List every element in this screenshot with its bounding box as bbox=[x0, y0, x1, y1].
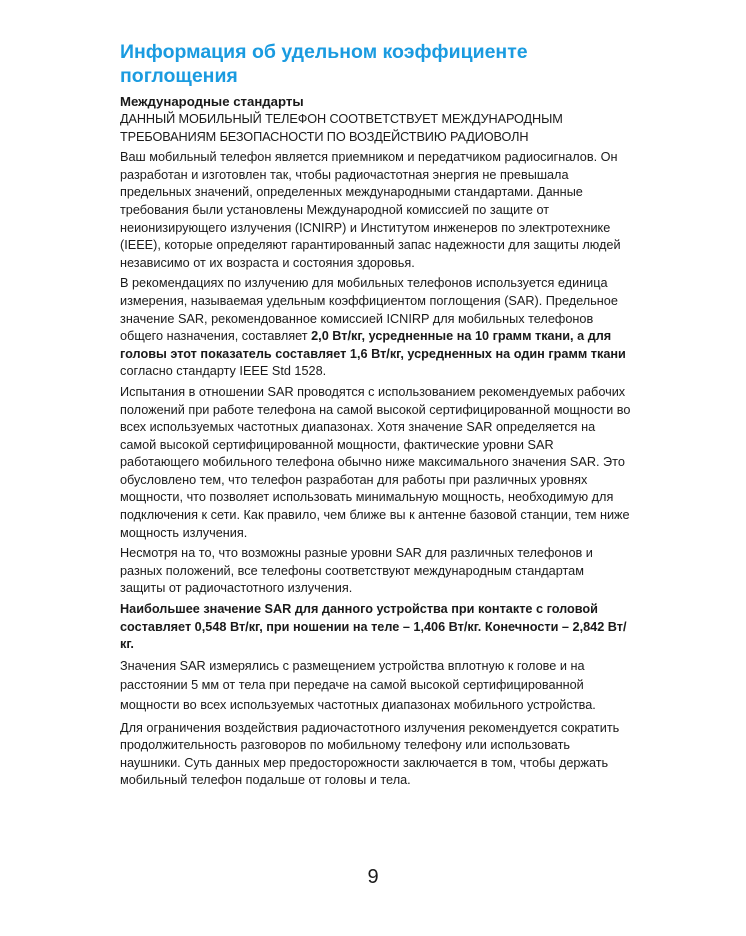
paragraph-sar-limits bbox=[120, 275, 632, 381]
paragraph-precautions: Для ограничения воздействия радиочастотного излучения рекомендуется сократить продолжительность разговоров по мобильному телефону или использовать наушники. Суть данных мер предосторожности заключается в том, чтобы держать мобильный телефон подальше от головы и тела. bbox=[120, 720, 620, 788]
sar-limits-lead: В рекомендациях по излучению для мобильных телефонов используется единица измерения, называемая удельным коэффициентом поглощения (SAR). Предельное значение SAR, рекомендованное комиссией ICNIRP для мобильных телефонов общего назначения, составляет bbox=[120, 276, 618, 344]
paragraph-max-sar: Наибольшее значение SAR для данного устройства при контакте с головой составляет 0,548 Вт/кг, при ношении на теле – 1,406 Вт/кг. Конечности – 2,842 Вт/кг. bbox=[120, 602, 627, 652]
sar-limits-bold: 2,0 Вт/кг, усредненные на 10 грамм ткани, а для головы этот показатель составляет 1,6 Вт/кг, усредненных на один грамм ткани bbox=[120, 329, 626, 361]
paragraph-testing: Испытания в отношении SAR проводятся с использованием рекомендуемых рабочих положений при работе телефона на самой высокой сертифицированной мощности во всех используемых частотных диапазонах. Хотя значение SAR определяется на самой высокой сертифицированной мощности, фактические уровни SAR работающего мобильного телефона обычно ниже максимального значения SAR. Это обусловлено тем, что телефон разработан для работы при различных уровнях мощности, что позволяет использовать минимальную мощность, необходимую для подключения к сети. Как правило, чем ближе вы к антенне базовой станции, тем ниже мощность излучения. bbox=[120, 384, 631, 540]
section-heading: Международные стандарты bbox=[120, 94, 304, 109]
caps-paragraph: ДАННЫЙ МОБИЛЬНЫЙ ТЕЛЕФОН СООТВЕТСТВУЕТ МЕЖДУНАРОДНЫМ ТРЕБОВАНИЯМ БЕЗОПАСНОСТИ ПО ВОЗДЕЙСТВИЮ РАДИОВОЛН bbox=[120, 112, 563, 144]
paragraph-compliance: Несмотря на то, что возможны разные уровни SAR для различных телефонов и разных положений, все телефоны соответствуют международным стандартам защиты от радиочастотного излучения. bbox=[120, 546, 593, 596]
page-number: 9 bbox=[367, 866, 379, 888]
page-title: Информация об удельном коэффициенте поглощения bbox=[120, 41, 528, 87]
paragraph-measurement: Значения SAR измерялись с размещением устройства вплотную к голове и на расстоянии 5 мм от тела при передаче на самой высокой сертифицированной мощности во всех используемых частотных диапазонах мобильного устройства. bbox=[120, 658, 596, 712]
paragraph-intro: Ваш мобильный телефон является приемником и передатчиком радиосигналов. Он разработан и изготовлен так, чтобы радиочастотная энергия не превышала предельных значений, определенных международными стандартами. Данные требования были установлены Международной комиссией по защите от неионизирующего излучения (ICNIRP) и Институтом инженеров по электротехнике (IEEE), которые определяют гарантированный запас надежности для защиты людей независимо от их возраста и состояния здоровья. bbox=[120, 150, 621, 270]
sar-limits-tail: согласно стандарту IEEE Std 1528. bbox=[120, 364, 327, 379]
document-page bbox=[120, 40, 632, 793]
